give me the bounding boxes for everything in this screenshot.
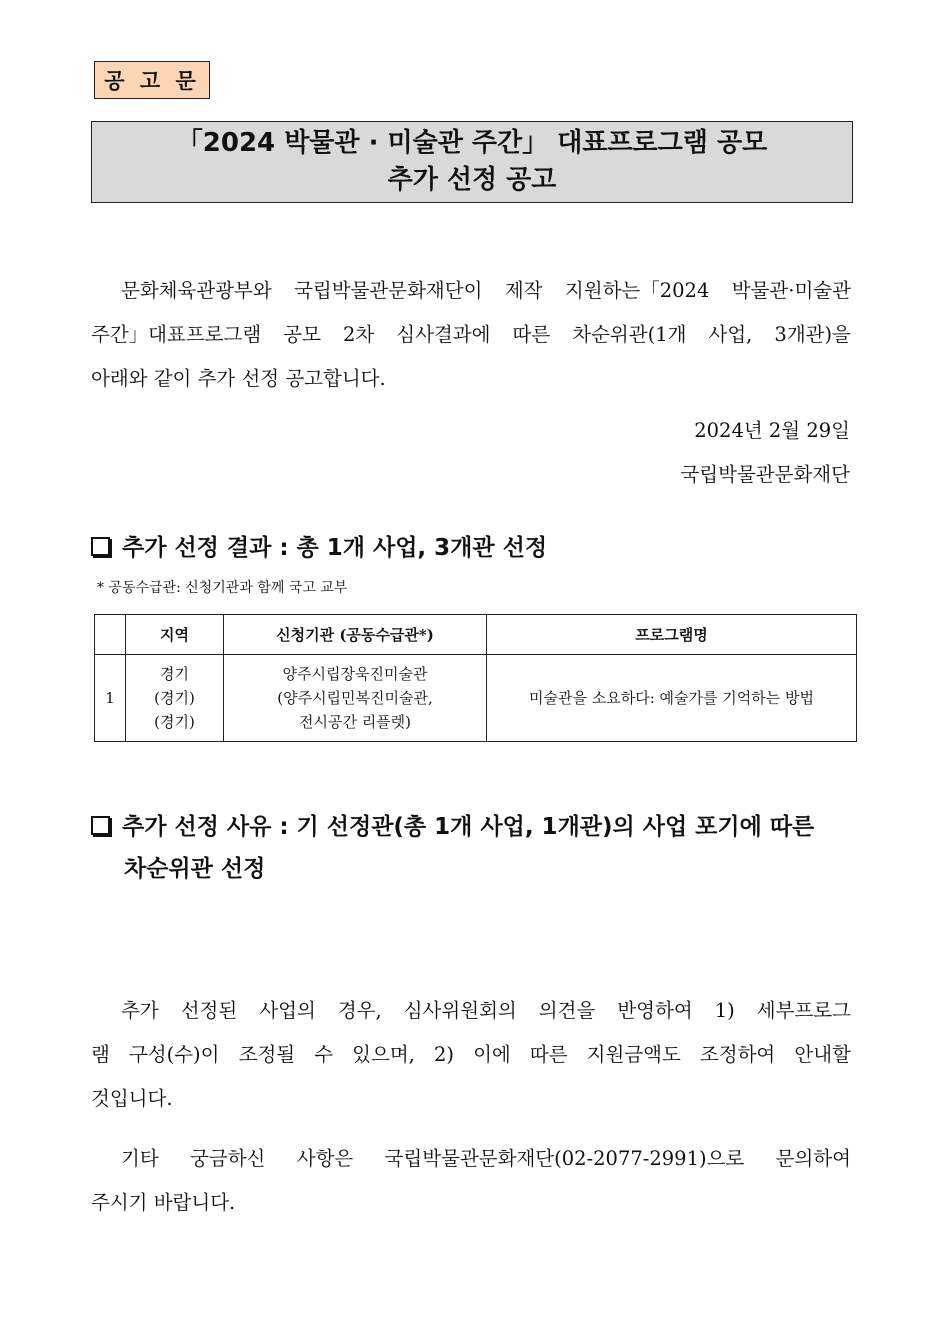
word: 문의하여 xyxy=(775,1147,851,1170)
footnote-joint-recipient: * 공동수급관: 신청기관과 함께 국고 교부 xyxy=(97,580,348,596)
word: 조정하여 xyxy=(699,1043,776,1066)
body1-line-3: 것입니다. xyxy=(91,1087,173,1110)
word: 1) xyxy=(714,999,735,1022)
word: 사업의 xyxy=(259,999,316,1022)
intro-line-2 xyxy=(91,313,851,357)
word: 지원금액도 xyxy=(586,1043,681,1066)
word: 안내할 xyxy=(794,1043,851,1066)
title-line-1: 「2024 박물관 · 미술관 주간」 대표프로그램 공모 xyxy=(176,128,768,158)
word: 구성(수)이 xyxy=(128,1043,220,1066)
adjustment-paragraph xyxy=(91,989,851,1121)
word: 선정된 xyxy=(180,999,238,1022)
cell-applicant: 양주시립장욱진미술관 (양주시립민복진미술관, 전시공간 리플렛) xyxy=(224,655,487,742)
word: 제작 xyxy=(504,279,543,302)
word: 문화체육관광부와 xyxy=(121,279,272,302)
word: 국립박물관문화재단이 xyxy=(294,279,483,302)
notice-title xyxy=(91,121,853,203)
header-program: 프로그램명 xyxy=(487,615,857,655)
cell-no: 1 xyxy=(95,655,126,742)
notice-date: 2024년 2월 29일 xyxy=(694,419,850,442)
word: 2차 xyxy=(342,323,375,346)
word: 주간」대표프로그램 xyxy=(91,323,262,346)
word: 반영하여 xyxy=(617,999,693,1022)
body1-line-2 xyxy=(91,1033,851,1077)
section-reason-heading: 추가 선정 사유 : 기 선정관(총 1개 사업, 1개관)의 사업 포기에 따른 차순위관 선정 xyxy=(91,806,814,890)
word: 심사결과에 xyxy=(396,323,491,346)
header-region: 지역 xyxy=(126,615,224,655)
notice-badge: 공 고 문 xyxy=(94,61,210,99)
word: 수 xyxy=(314,1043,334,1066)
word: 램 xyxy=(91,1043,110,1066)
header-no xyxy=(95,615,126,655)
intro-line-3: 아래와 같이 추가 선정 공고합니다. xyxy=(91,367,386,390)
word: 세부프로그 xyxy=(756,999,851,1022)
table-header-row xyxy=(95,615,857,655)
word: 조정될 xyxy=(238,1043,296,1066)
section-result-heading: 추가 선정 결과 : 총 1개 사업, 3개관 선정 xyxy=(91,527,547,569)
word: 궁금하신 xyxy=(190,1147,266,1170)
cell-program: 미술관을 소요하다: 예술가를 기억하는 방법 xyxy=(487,655,857,742)
word: 따른 xyxy=(512,323,551,346)
table-row xyxy=(95,655,857,742)
word: 따른 xyxy=(529,1043,568,1066)
word: 차순위관(1개 xyxy=(572,323,687,346)
word: 이에 xyxy=(473,1043,511,1066)
header-applicant: 신청기관 (공동수급관*) xyxy=(224,615,487,655)
word: 공모 xyxy=(283,323,321,346)
intro-paragraph xyxy=(91,269,851,401)
word: 의견을 xyxy=(538,999,596,1022)
word: 3개관)을 xyxy=(774,323,851,346)
word: 추가 xyxy=(121,999,159,1022)
contact-paragraph xyxy=(91,1137,851,1225)
word: 사업, xyxy=(708,323,753,346)
checkbox-bullet-icon xyxy=(91,537,110,556)
word: 2) xyxy=(433,1043,454,1066)
body2-line-2: 주시기 바랍니다. xyxy=(91,1191,236,1214)
body1-line-1 xyxy=(91,989,851,1033)
word: 있으며, xyxy=(352,1043,415,1066)
body2-line-1 xyxy=(91,1137,851,1181)
intro-line-1 xyxy=(91,269,851,313)
word: 심사위원회의 xyxy=(403,999,517,1022)
word: 지원하는「2024 xyxy=(564,279,710,302)
issuing-organization: 국립박물관문화재단 xyxy=(680,463,850,486)
checkbox-bullet-icon xyxy=(91,816,110,835)
results-table xyxy=(94,614,857,742)
word: 경우, xyxy=(337,999,382,1022)
word: 기타 xyxy=(121,1147,159,1170)
cell-region: 경기 (경기) (경기) xyxy=(126,655,224,742)
word: 사항은 xyxy=(296,1147,354,1170)
word: 박물관·미술관 xyxy=(731,279,851,302)
title-line-2: 추가 선정 공고 xyxy=(387,165,557,195)
word: 국립박물관문화재단(02-2077-2991)으로 xyxy=(384,1147,745,1170)
